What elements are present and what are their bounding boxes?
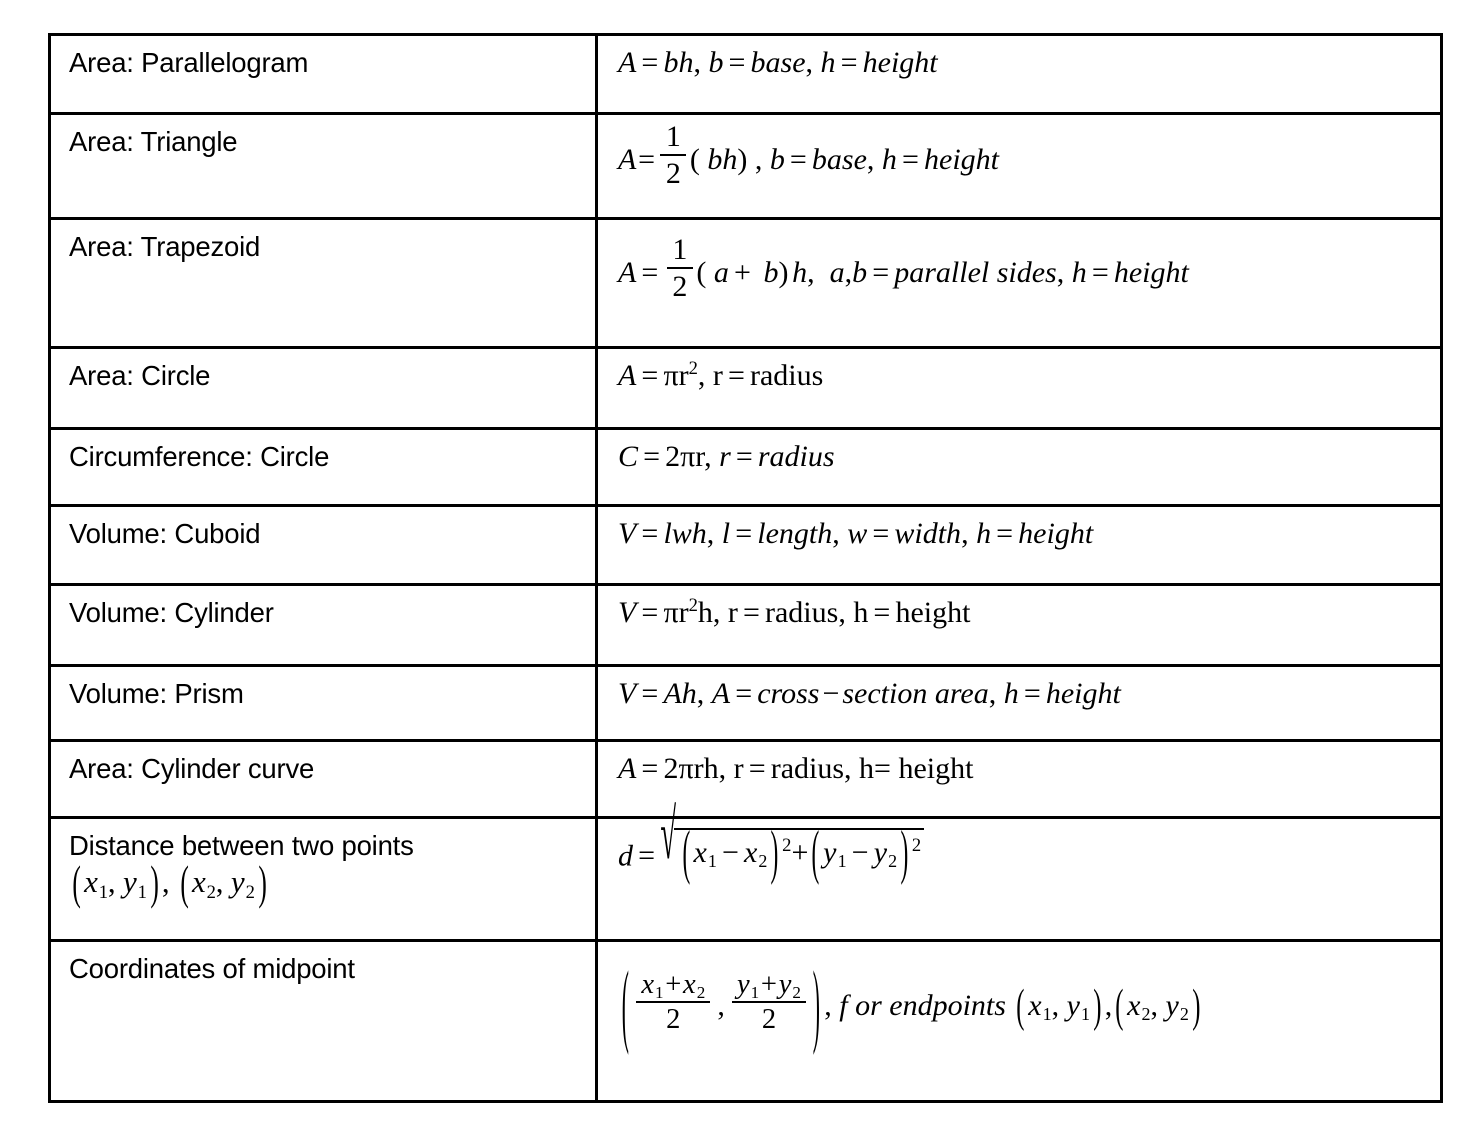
comma: , [832,517,840,550]
fraction-denominator: 2 [660,154,686,191]
var-l: l [721,517,731,550]
pi-symbol: π [663,359,679,392]
equals-sign: = [1023,677,1041,710]
fraction-numerator [732,970,806,1001]
word-height: height [862,46,938,79]
var-f: f [839,989,848,1023]
plus-sign: + [734,256,751,289]
equals-sign: = [638,839,656,873]
equals-sign: = [641,517,659,550]
word-radius: radius [750,359,824,392]
exponent-two: 2 [782,835,792,856]
paren-close: ) [1192,980,1201,1032]
subscript-one: 1 [707,851,717,872]
equals-sign: = [641,752,659,785]
row-label-cell-midpoint [50,941,597,1102]
row-formula-cell-volume-cylinder [597,585,1442,666]
comma: , [838,596,846,629]
words-parallel-sides: parallel sides [894,256,1057,289]
word-height: height [898,752,974,785]
equals-sign: = [641,359,659,392]
row-label: Area: Parallelogram [69,47,309,78]
comma: , [1051,989,1060,1023]
word-height: height [1113,256,1189,289]
row-label: Volume: Cuboid [69,518,261,549]
formula-expression [598,797,1440,890]
table-row [50,585,1442,666]
row-formula-cell-area-triangle [597,114,1442,219]
comma: , [1150,989,1158,1023]
comma: , [805,46,814,79]
comma: , [844,752,852,785]
comma: , [706,517,715,550]
comma: , [1104,989,1113,1023]
var-h: h [697,596,713,629]
paren-close: ) [813,954,821,1057]
formula-table [48,33,1443,1103]
paren-open: ( [1016,980,1025,1032]
comma: , [961,517,969,550]
subscript-two: 2 [758,851,768,872]
var-x: x [683,969,696,1000]
var-b: b [852,256,868,289]
comma: , [717,989,725,1023]
var-r: r [695,440,705,473]
var-y: y [778,969,792,1000]
equals-sign: = [735,677,753,710]
row-label: Area: Circle [69,360,211,391]
var-x: x [743,836,758,869]
word-radius: radius [770,752,845,785]
number-two: 2 [663,752,679,785]
equals-sign: = [742,596,760,629]
table-row [50,941,1442,1102]
formula-expression [598,220,1440,313]
equals-sign: = [1091,256,1109,289]
subscript-one: 1 [137,882,147,904]
row-label: Distance between two points [69,830,414,861]
comma: , [844,256,853,289]
word-height: height [895,596,971,629]
comma: , [718,752,727,785]
equals-sign: = [641,677,659,710]
equals-sign: = [728,46,746,79]
row-formula-cell-volume-cuboid [597,506,1442,585]
table-row [50,741,1442,818]
row-label: Coordinates of midpoint [69,953,355,984]
var-b: b [708,46,724,79]
var-C: C [618,440,639,473]
var-h: h [853,596,869,629]
var-h: h [792,256,808,289]
comma: , [1056,256,1065,289]
var-r: r [727,596,738,629]
row-label-cell-circumference-circle [50,429,597,506]
comma: , [807,256,815,289]
word-base: base [750,46,806,79]
row-label-cell-volume-cuboid [50,506,597,585]
minus-sign: − [822,677,840,710]
var-r: r [693,752,704,785]
var-a: a [829,256,845,289]
word-height: height [1018,517,1094,550]
formula-expression [598,349,1440,403]
subscript-one: 1 [750,983,760,1003]
fraction-numerator: 1 [672,233,688,266]
table-row [50,348,1442,429]
equals-sign: = [873,596,891,629]
expr-Ah: Ah [663,677,697,710]
row-formula-cell-area-trapezoid [597,219,1442,348]
comma: , [704,440,712,473]
word-radius: radius [765,596,839,629]
var-y: y [1066,989,1080,1023]
subscript-two: 2 [792,983,801,1003]
var-b: b [763,256,779,289]
plus-sign: + [760,969,777,1000]
word-height: height [924,143,1000,176]
subscript-two: 2 [245,882,255,904]
row-label-cell-volume-cylinder [50,585,597,666]
paren-open: ( [682,819,690,886]
var-V: V [618,677,637,710]
var-d: d [618,839,633,873]
table-row [50,35,1442,114]
row-label-cell-area-trapezoid [50,219,597,348]
var-x: x [641,969,654,1000]
plus-sign: + [791,836,809,869]
var-h: h [976,517,992,550]
row-formula-cell-area-parallelogram [597,35,1442,114]
subscript-two: 2 [1179,1004,1189,1025]
table-row [50,506,1442,585]
table-row [50,666,1442,741]
var-r: r [678,359,689,392]
var-x: x [1028,989,1042,1023]
formula-sheet [48,33,1440,1103]
table-row [50,429,1442,506]
equals-sign: = [874,752,891,785]
var-A: A [618,359,637,392]
plus-sign: + [665,969,682,1000]
word-radius: radius [757,440,835,473]
subscript-two: 2 [206,882,216,904]
paren-close: ) [770,819,779,886]
paren-close: ) [150,855,159,910]
comma: , [215,864,224,900]
comma: , [712,596,721,629]
subscript-two: 2 [696,983,706,1003]
word-cross: cross [757,677,820,710]
paren-close: ) [737,143,748,176]
row-formula-cell-volume-prism [597,666,1442,741]
row-label-cell-area-triangle [50,114,597,219]
equals-sign: = [727,359,745,392]
formula-expression [598,430,1440,484]
formula-expression [598,115,1440,200]
subscript-one: 1 [837,851,847,872]
var-h: h [859,752,875,785]
square-root [660,797,924,886]
equals-sign: = [840,46,858,79]
comma: , [754,143,763,176]
comma: , [693,46,701,79]
var-A: A [618,256,637,289]
row-formula-cell-midpoint [597,941,1442,1102]
fraction-x-midpoint [636,970,710,1036]
formula-expression [598,507,1440,561]
exponent-two: 2 [911,835,922,856]
word-base: base [811,143,867,176]
comma: , [697,359,706,392]
subscript-one: 1 [654,983,664,1003]
formula-expression [598,36,1440,90]
pi-symbol: π [678,752,694,785]
formula-expression [598,586,1440,640]
row-label: Volume: Cylinder [69,597,274,628]
paren-open: ( [811,819,820,886]
pi-symbol: π [663,596,679,629]
fraction-numerator [636,970,710,1001]
minus-sign: − [721,836,739,869]
radical-sign-icon: √ [660,797,677,875]
fraction-denominator: 2 [732,1001,806,1036]
var-b: b [769,143,785,176]
equals-sign: = [641,46,659,79]
word-width: width [894,517,962,550]
var-x: x [693,836,707,869]
comma: , [696,677,705,710]
var-y: y [736,969,750,1000]
words-section-area: section area [842,677,989,710]
exponent-two: 2 [688,595,698,616]
word-length: length [757,517,833,550]
var-y: y [873,836,888,869]
fraction-one-half [667,234,693,303]
equals-sign: = [996,517,1014,550]
row-label: Area: Trapezoid [69,231,261,262]
formula-expression [598,667,1440,721]
row-label-cell-area-cylinder-curve [50,741,597,818]
subscript-one: 1 [1042,1004,1052,1025]
fraction-y-midpoint [732,970,806,1036]
word-or: or [855,989,882,1023]
minus-sign: − [851,836,869,869]
var-r: r [678,596,689,629]
var-A: A [618,46,637,79]
fraction-one-half [660,121,686,190]
paren-close: ) [900,819,909,886]
fraction-denominator: 2 [636,1001,710,1036]
equals-sign: = [735,517,753,550]
equals-sign: = [902,143,919,176]
paren-open: ( [1115,980,1124,1032]
row-label-cell-area-circle [50,348,597,429]
var-h: h [1003,677,1019,710]
row-label: Circumference: Circle [69,441,330,472]
paren-open: ( [72,855,81,910]
paren-open: ( [696,256,707,289]
table-row [50,818,1442,941]
equals-sign: = [643,440,661,473]
equals-sign: = [641,256,659,289]
equals-sign: = [641,596,659,629]
exponent-two: 2 [688,358,698,379]
comma: , [824,989,832,1023]
row-formula-cell-area-cylinder-curve [597,741,1442,818]
var-r: r [719,440,731,473]
subscript-one: 1 [1081,1004,1091,1025]
row-formula-cell-distance [597,797,1442,941]
paren-close: ) [778,256,789,289]
var-y: y [230,864,245,900]
var-h: h [703,752,719,785]
var-x: x [84,864,98,900]
equals-sign: = [789,143,807,176]
var-y: y [122,864,137,900]
var-x: x [192,864,206,900]
subscript-one: 1 [98,882,108,904]
point-pair-notation [69,855,270,910]
var-h: h [1071,256,1087,289]
row-label-cell-area-parallelogram [50,35,597,114]
var-A: A [711,677,731,710]
row-label-cell-distance [50,818,597,941]
radicand [674,819,924,886]
paren-open: ( [689,143,700,176]
paren-open: ( [621,954,629,1057]
equals-sign: = [872,256,890,289]
var-w: w [847,517,868,550]
word-height: height [1045,677,1121,710]
var-V: V [618,596,637,629]
equals-sign: = [735,440,753,473]
var-V: V [618,517,637,550]
word-endpoints: endpoints [889,989,1006,1023]
subscript-two: 2 [888,851,898,872]
var-A: A [618,143,637,176]
row-formula-cell-area-circle [597,348,1442,429]
var-x: x [1127,989,1141,1023]
equals-sign: = [872,517,890,550]
comma: , [161,864,170,900]
var-r: r [733,752,744,785]
row-formula-cell-circumference-circle [597,429,1442,506]
var-y: y [1165,989,1179,1023]
number-two: 2 [665,440,681,473]
paren-close: ) [258,855,267,910]
var-h: h [820,46,836,79]
comma: , [988,677,997,710]
fraction-numerator: 1 [665,120,681,153]
var-y: y [823,836,837,869]
paren-close: ) [1093,980,1102,1032]
expr-bh: bh [663,46,694,79]
formula-expression [598,942,1440,1057]
var-r: r [712,359,723,392]
row-label-cell-volume-prism [50,666,597,741]
var-h: h [881,143,897,176]
var-a: a [713,256,729,289]
expr-bh: bh [707,143,738,176]
equals-sign: = [638,143,656,176]
equals-sign: = [748,752,766,785]
subscript-two: 2 [1141,1004,1151,1025]
pi-symbol: π [680,440,696,473]
var-A: A [618,752,637,785]
fraction-denominator: 2 [667,267,693,304]
comma: , [107,864,116,900]
row-label-math [51,855,595,910]
row-label: Area: Cylinder curve [69,753,315,784]
row-label: Area: Triangle [69,126,238,157]
comma: , [866,143,875,176]
paren-open: ( [180,855,189,910]
formula-expression [598,742,1440,796]
table-row [50,114,1442,219]
expr-lwh: lwh [663,517,707,550]
row-label: Volume: Prism [69,678,244,709]
table-row [50,219,1442,348]
